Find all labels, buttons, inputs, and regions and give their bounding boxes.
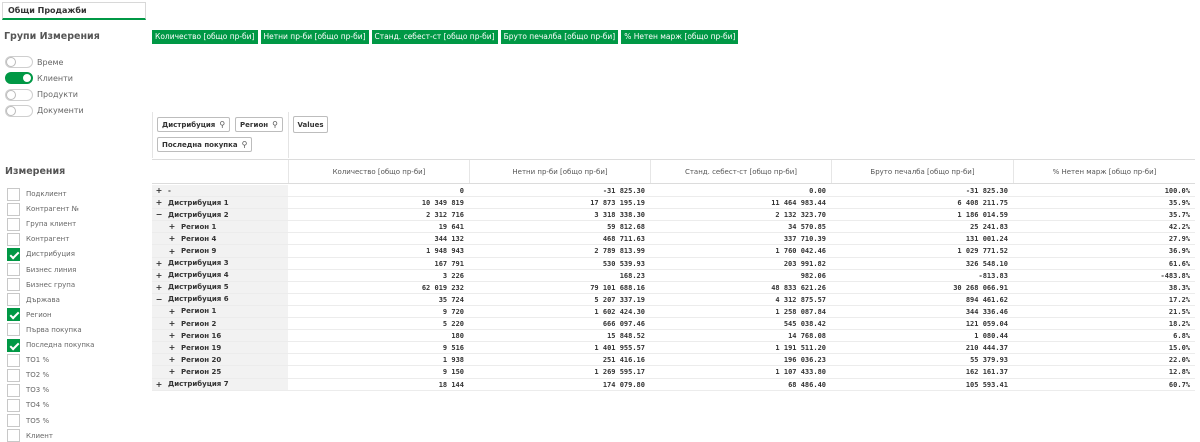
dimension-label: Бизнес група <box>26 280 76 289</box>
dim-chip-region[interactable] <box>235 117 283 132</box>
dimension-checkbox-row[interactable] <box>7 217 76 231</box>
checkbox[interactable] <box>7 339 20 352</box>
value-cell: 168.23 <box>619 271 645 280</box>
checkbox[interactable] <box>7 414 20 427</box>
group-toggle-row[interactable] <box>5 55 63 69</box>
expand-icon[interactable]: + <box>168 343 176 353</box>
dimension-label: TO3 % <box>26 386 50 395</box>
value-cell: -31 825.30 <box>602 187 645 195</box>
value-cell: 2 132 323.70 <box>775 211 826 220</box>
value-cell: 60.7% <box>1168 380 1190 389</box>
value-cell: 18.2% <box>1168 320 1190 329</box>
group-toggle-label: Време <box>37 57 64 67</box>
column-header[interactable]: Станд. себест-ст [общо пр-би] <box>650 160 831 183</box>
pivot-body <box>152 185 1195 391</box>
row-label: Дистрибуция 4 <box>168 271 229 280</box>
value-cell: 17 873 195.19 <box>590 199 645 208</box>
value-cell: 42.2% <box>1168 223 1190 232</box>
row-dimension-cell <box>152 354 288 365</box>
dimension-checkbox-row[interactable] <box>7 232 69 246</box>
value-cell: 9 516 <box>442 344 464 353</box>
row-label: Дистрибуция 2 <box>168 210 229 219</box>
collapse-icon[interactable]: − <box>155 294 163 304</box>
row-label: Дистрибуция 1 <box>168 198 229 207</box>
checkbox[interactable] <box>7 369 20 382</box>
row-label: Регион 1 <box>181 222 217 231</box>
table-row <box>152 185 1195 197</box>
value-cell: 100.0% <box>1164 187 1190 195</box>
value-cell: 79 101 688.16 <box>590 283 645 292</box>
row-label: Дистрибуция 7 <box>168 380 229 389</box>
dimension-label: TO2 % <box>26 371 50 380</box>
checkbox[interactable] <box>7 308 20 321</box>
group-toggle-label: Документи <box>37 106 84 116</box>
search-icon[interactable]: ⚲ <box>272 120 278 129</box>
measure-chip[interactable]: Бруто печалба [общо пр-би] <box>501 30 619 44</box>
row-dimension-cell <box>152 330 288 341</box>
value-cell: 15 848.52 <box>607 332 645 341</box>
value-cell: 55 379.93 <box>970 356 1008 365</box>
expand-icon[interactable]: + <box>168 222 176 232</box>
value-cell: 982.06 <box>800 271 826 280</box>
toggle-knob <box>22 73 32 83</box>
value-cell: 1 948 943 <box>426 247 464 256</box>
value-cell: 1 191 511.20 <box>775 344 826 353</box>
dimension-checkbox-row[interactable] <box>7 383 49 397</box>
value-cell: 59 812.68 <box>607 223 645 232</box>
dimension-checkbox-row[interactable] <box>7 202 79 216</box>
checkbox[interactable] <box>7 248 20 261</box>
value-cell: 3 226 <box>442 271 464 280</box>
value-cell: 468 711.63 <box>602 235 645 244</box>
value-cell: 5 220 <box>442 320 464 329</box>
dimension-label: Клиент <box>26 431 53 440</box>
row-dimension-cell <box>152 366 288 377</box>
dimension-label: Регион <box>26 310 52 319</box>
dim-chip-last-purchase[interactable] <box>157 137 252 152</box>
value-cell: 62 019 232 <box>421 283 464 292</box>
row-label: Регион 19 <box>181 343 222 352</box>
row-dimension-cell <box>152 245 288 256</box>
value-cell: 21.5% <box>1168 307 1190 316</box>
dimension-label: Първа покупка <box>26 325 82 334</box>
row-label: Регион 16 <box>181 331 222 340</box>
search-icon[interactable]: ⚲ <box>219 120 226 129</box>
dim-chip-label: Регион <box>240 120 269 129</box>
value-cell: 36.9% <box>1168 247 1190 256</box>
row-dimension-cell <box>152 270 288 281</box>
measure-chip[interactable]: Станд. себест-ст [общо пр-би] <box>372 30 498 44</box>
expand-icon[interactable]: + <box>168 319 176 329</box>
value-cell: 344 132 <box>434 235 464 244</box>
group-toggle-row[interactable] <box>5 88 78 102</box>
value-cell: 19 641 <box>438 223 464 232</box>
dimension-label: Бизнес линия <box>26 265 77 274</box>
table-row <box>152 379 1195 391</box>
expand-icon[interactable]: + <box>155 186 163 196</box>
group-toggle-row[interactable] <box>5 104 84 118</box>
value-cell: 6 408 211.75 <box>957 199 1008 208</box>
measure-chip[interactable]: % Нетен марж [общо пр-би] <box>621 30 738 44</box>
dimension-label: Група клиент <box>26 220 77 229</box>
dimension-checkbox-row[interactable] <box>7 368 49 382</box>
column-header[interactable]: % Нетен марж [общо пр-би] <box>1013 160 1195 183</box>
dimension-checkbox-row[interactable] <box>7 323 82 337</box>
value-cell: 121 059.04 <box>965 320 1008 329</box>
expand-icon[interactable]: + <box>155 198 163 208</box>
value-cell: 1 107 433.80 <box>775 368 826 377</box>
checkbox[interactable] <box>7 293 20 306</box>
value-cell: 1 258 087.84 <box>775 307 826 316</box>
row-dimension-cell <box>152 318 288 329</box>
collapse-icon[interactable]: − <box>155 210 163 220</box>
dimension-checkbox-row[interactable] <box>7 414 49 428</box>
value-cell: 131 001.24 <box>965 235 1008 244</box>
sheet-tab-label: Общи Продажби <box>8 6 87 15</box>
toggle-knob <box>6 106 16 116</box>
expand-icon[interactable]: + <box>168 331 176 341</box>
row-dimension-cell <box>152 282 288 293</box>
value-cell: 203 991.82 <box>783 259 826 268</box>
value-cell: 11 464 983.44 <box>771 199 826 208</box>
toggle-switch[interactable] <box>5 105 33 117</box>
group-toggle-label: Продукти <box>37 90 78 100</box>
dimension-label: Последна покупка <box>26 341 95 349</box>
table-row <box>152 330 1195 342</box>
row-label: Дистрибуция 6 <box>168 295 229 304</box>
table-row <box>152 366 1195 378</box>
value-cell: 1 938 <box>442 356 464 365</box>
value-cell: 38.3% <box>1168 283 1190 292</box>
row-label: Регион 1 <box>181 307 217 316</box>
table-row <box>152 270 1195 282</box>
row-dimension-cell <box>152 258 288 269</box>
dim-chip-label: Последна покупка <box>162 140 238 149</box>
value-cell: 12.8% <box>1168 368 1190 377</box>
toggle-switch[interactable] <box>5 72 33 84</box>
checkbox[interactable] <box>7 218 20 231</box>
value-cell: 22.0% <box>1168 356 1190 365</box>
measure-chips <box>152 30 741 44</box>
expand-icon[interactable]: + <box>168 306 176 316</box>
dimension-label: Подклиент <box>26 190 67 198</box>
dimension-checkbox-row[interactable] <box>7 263 76 277</box>
table-row <box>152 197 1195 209</box>
value-cell: 6.8% <box>1173 332 1190 341</box>
checkbox[interactable] <box>7 278 20 291</box>
checkbox[interactable] <box>7 233 20 246</box>
dimension-checkbox-row[interactable] <box>7 247 75 261</box>
value-cell: 10 349 819 <box>421 199 464 208</box>
row-dimension-cell <box>152 306 288 317</box>
row-label: Регион 20 <box>181 355 222 364</box>
value-cell: 35 724 <box>438 295 464 304</box>
value-cell: 35.9% <box>1168 199 1190 208</box>
value-cell: 666 097.46 <box>602 320 645 329</box>
pivot-row-dimensions <box>152 112 288 158</box>
column-header[interactable]: Нетни пр-би [общо пр-би] <box>469 160 650 183</box>
value-cell: 105 593.41 <box>965 380 1008 389</box>
value-cell: 18 144 <box>438 380 464 389</box>
value-cell: 545 038.42 <box>783 320 826 329</box>
value-cell: 174 079.80 <box>602 380 645 389</box>
measure-chip[interactable]: Количество [общо пр-би] <box>152 30 258 44</box>
checkbox[interactable] <box>7 429 20 442</box>
value-cell: 337 710.39 <box>783 235 826 244</box>
value-cell: 9 720 <box>442 307 464 316</box>
dimension-checkbox-row[interactable] <box>7 308 52 322</box>
panel-divider <box>288 112 289 158</box>
value-cell: 5 207 337.19 <box>594 295 645 304</box>
dim-chip-label: Дистрибуция <box>162 120 216 129</box>
dimension-checkbox-row[interactable] <box>7 293 60 307</box>
checkbox[interactable] <box>7 188 20 201</box>
value-cell: 1 269 595.17 <box>594 368 645 377</box>
checkbox[interactable] <box>7 399 20 412</box>
checkbox[interactable] <box>7 323 20 336</box>
value-cell: 1 602 424.30 <box>594 307 645 316</box>
row-dimension-cell <box>152 379 288 390</box>
value-cell: 196 036.23 <box>783 356 826 365</box>
value-cell: 210 444.37 <box>965 344 1008 353</box>
expand-icon[interactable]: + <box>155 270 163 280</box>
group-toggle-row[interactable] <box>5 71 73 85</box>
value-cell: 17.2% <box>1168 295 1190 304</box>
dimension-checkbox-row[interactable] <box>7 278 75 292</box>
value-cell: 251 416.16 <box>602 356 645 365</box>
row-label: - <box>168 186 171 195</box>
value-cell: 162 161.37 <box>965 368 1008 377</box>
table-row <box>152 294 1195 306</box>
value-cell: 1 186 014.59 <box>957 211 1008 220</box>
expand-icon[interactable]: + <box>155 258 163 268</box>
value-cell: 15.0% <box>1168 344 1190 353</box>
expand-icon[interactable]: + <box>168 367 176 377</box>
values-chip[interactable]: Values <box>293 116 328 133</box>
checkbox[interactable] <box>7 384 20 397</box>
expand-icon[interactable]: + <box>168 355 176 365</box>
dimensions-title: Измерения <box>5 166 66 177</box>
value-cell: 25 241.83 <box>970 223 1008 232</box>
value-cell: 48 833 621.26 <box>771 283 826 292</box>
table-row <box>152 354 1195 366</box>
groups-title: Групи Измерения <box>4 31 100 42</box>
value-cell: 30 268 066.91 <box>953 283 1008 292</box>
dimension-label: Държава <box>26 295 60 304</box>
checkbox[interactable] <box>7 203 20 216</box>
value-cell: 9 150 <box>442 368 464 377</box>
value-cell: 344 336.46 <box>965 307 1008 316</box>
value-cell: 167 791 <box>434 259 464 268</box>
value-cell: 180 <box>451 332 464 341</box>
row-label: Дистрибуция 5 <box>168 283 229 292</box>
dimension-label: Дистрибуция <box>26 250 75 259</box>
value-cell: 1 080.44 <box>974 332 1008 341</box>
toggle-knob <box>6 90 16 100</box>
toggle-switch[interactable] <box>5 89 33 101</box>
value-cell: 894 461.62 <box>965 295 1008 304</box>
checkbox[interactable] <box>7 354 20 367</box>
value-cell: 3 318 338.30 <box>594 211 645 220</box>
value-cell: 14 768.08 <box>788 332 826 341</box>
checkbox[interactable] <box>7 263 20 276</box>
row-dimension-cell <box>152 197 288 208</box>
value-cell: 27.9% <box>1168 235 1190 244</box>
table-row <box>152 245 1195 257</box>
value-cell: 4 312 875.57 <box>775 295 826 304</box>
value-cell: -31 825.30 <box>965 187 1008 195</box>
table-row <box>152 233 1195 245</box>
value-cell: 1 760 042.46 <box>775 247 826 256</box>
row-label: Регион 2 <box>181 319 217 328</box>
row-label: Регион 4 <box>181 234 217 243</box>
expand-icon[interactable]: + <box>155 379 163 389</box>
row-label: Регион 25 <box>181 367 222 376</box>
value-cell: 68 486.40 <box>788 380 826 389</box>
value-cell: 2 789 813.99 <box>594 247 645 256</box>
dimension-checkbox-row[interactable] <box>7 187 67 201</box>
table-row <box>152 306 1195 318</box>
group-toggle-label: Клиенти <box>37 73 74 83</box>
measure-chip[interactable]: Нетни пр-би [общо пр-би] <box>261 30 369 44</box>
value-cell: 35.7% <box>1168 211 1190 220</box>
value-cell: 1 401 955.57 <box>594 344 645 353</box>
row-label: Регион 9 <box>181 247 217 256</box>
dimension-label: Контрагент <box>26 235 70 244</box>
value-cell: 530 539.93 <box>602 259 645 268</box>
expand-icon[interactable]: + <box>168 246 176 256</box>
dim-chip-distribution[interactable] <box>157 117 230 132</box>
dimension-checkbox-row[interactable] <box>7 429 53 442</box>
row-dimension-cell <box>152 233 288 244</box>
pivot-header-row <box>152 159 1195 184</box>
table-row <box>152 209 1195 221</box>
value-cell: 2 312 716 <box>426 211 464 220</box>
value-cell: 0 <box>459 187 464 195</box>
row-label: Дистрибуция 3 <box>168 259 229 268</box>
search-icon[interactable]: ⚲ <box>241 140 248 149</box>
table-row <box>152 221 1195 233</box>
column-header[interactable]: Количество [общо пр-би] <box>288 160 469 183</box>
row-dimension-cell <box>152 221 288 232</box>
table-row <box>152 282 1195 294</box>
row-dimension-cell <box>152 294 288 305</box>
expand-icon[interactable]: + <box>168 234 176 244</box>
dimension-label: Контрагент № <box>26 205 79 214</box>
value-cell: 0.00 <box>809 187 826 195</box>
dimension-label: TO4 % <box>26 401 50 410</box>
value-cell: 34 570.85 <box>788 223 826 232</box>
value-cell: 61.6% <box>1168 259 1190 268</box>
row-dimension-cell <box>152 342 288 353</box>
column-header[interactable]: Бруто печалба [общо пр-би] <box>831 160 1013 183</box>
expand-icon[interactable]: + <box>155 282 163 292</box>
dimension-label: TO5 % <box>26 416 50 425</box>
table-row <box>152 318 1195 330</box>
toggle-knob <box>6 57 16 67</box>
dimension-checkbox-row[interactable] <box>7 398 49 412</box>
value-cell: 1 029 771.52 <box>957 247 1008 256</box>
dimension-checkbox-row[interactable] <box>7 338 94 352</box>
row-dimension-cell <box>152 209 288 220</box>
table-row <box>152 258 1195 270</box>
toggle-switch[interactable] <box>5 56 33 68</box>
value-cell: -483.8% <box>1160 271 1190 280</box>
row-dimension-cell <box>152 185 288 196</box>
sheet-tab[interactable] <box>2 2 146 20</box>
dimension-checkbox-row[interactable] <box>7 353 49 367</box>
value-cell: 326 548.10 <box>965 259 1008 268</box>
table-row <box>152 342 1195 354</box>
value-cell: -813.83 <box>978 271 1008 280</box>
dimension-label: TO1 % <box>26 356 50 365</box>
